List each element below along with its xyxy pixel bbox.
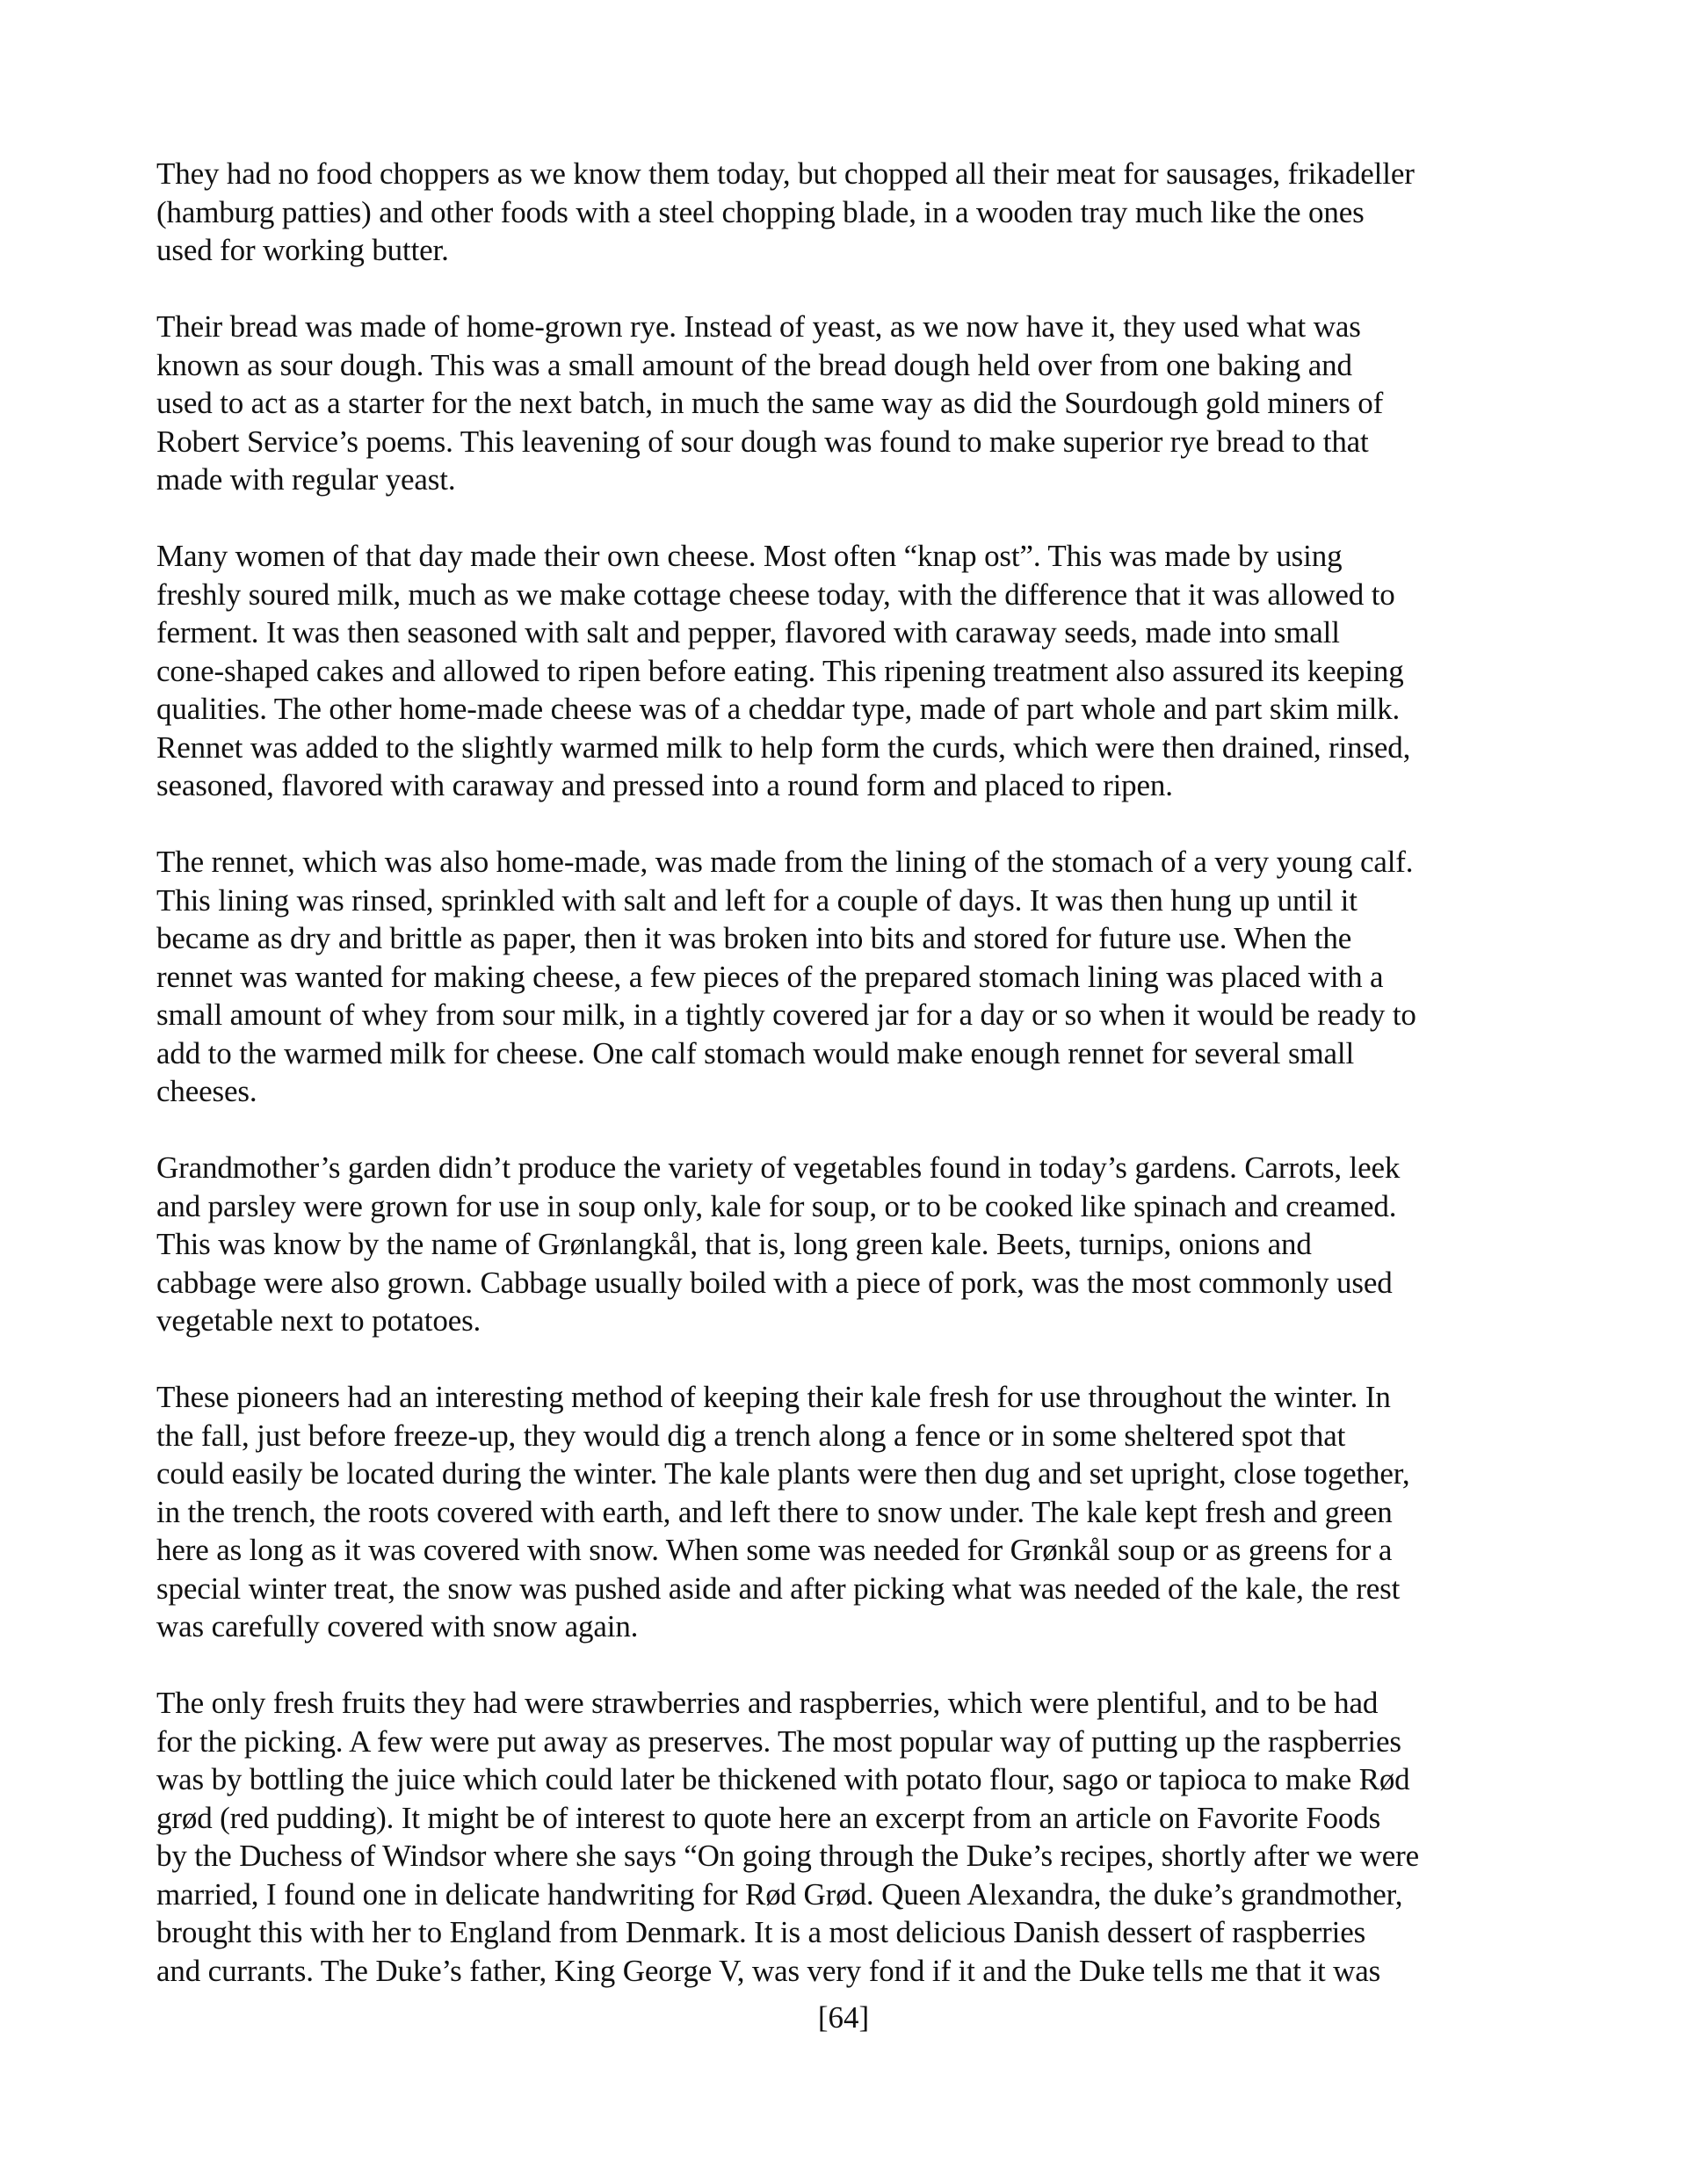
paragraph-fruits: The only fresh fruits they had were strawberries and raspberries, which were plentiful, and to be had for the picking. A few were put away as preserves. The most popular way of putting up the raspberries was by bottling the juice which could later be thickened with potato flour, sago or tapioca to make Rød grød (red pudding). It might be of interest to quote here an excerpt from an article on Favorite Foods by the Duchess of Windsor where she says “On going through the Duke’s recipes, shortly after we were married, I found one in delicate handwriting for Rød Grød. Queen Alexandra, the duke’s grandmother, brought this with her to England from Denmark. It is a most delicious Danish dessert of raspberries and currants. The Duke’s father, King George V, was very fond if it and the Duke tells me that it was [156, 1686, 1420, 1988]
page-number: [64] [817, 2000, 870, 2035]
paragraph-kale-storage: These pioneers had an interesting method of keeping their kale fresh for use throughout the winter. In the fall, just before freeze-up, they would dig a trench along a fence or in some sheltered spot that could easily be located during the winter. The kale plants were then dug and set upright, close together, in the trench, the roots covered with earth, and left there to snow under. The kale kept fresh and green here as long as it was covered with snow. When some was needed for Grønkål soup or as greens for a special winter treat, the snow was pushed aside and after picking what was needed of the kale, the rest was carefully covered with snow again. [156, 1380, 1410, 1643]
body-text [156, 155, 1545, 2028]
paragraph-rye-bread: Their bread was made of home-grown rye. Instead of yeast, as we now have it, they used what was known as sour dough. This was a small amount of the bread dough held over from one baking and used to act as a starter for the next batch, in much the same way as did the Sourdough gold miners of Robert Service’s poems. This leavening of sour dough was found to make superior rye bread to that made with regular yeast. [156, 309, 1384, 497]
paragraph-rennet: The rennet, which was also home-made, was made from the lining of the stomach of a very young calf. This lining was rinsed, sprinkled with salt and left for a couple of days. It was then hung up until it became as dry and brittle as paper, then it was broken into bits and stored for future use. When the rennet was wanted for making cheese, a few pieces of the prepared stomach lining was placed with a small amount of whey from sour milk, in a tightly covered jar for a day or so when it would be ready to add to the warmed milk for cheese. One calf stomach would make enough rennet for several small cheeses. [156, 845, 1416, 1108]
paragraph-food-choppers: They had no food choppers as we know them today, but chopped all their meat for sausages, frikadeller (hamburg patties) and other foods with a steel chopping blade, in a wooden tray much like the ones used for working butter. [156, 156, 1415, 267]
paragraph-garden: Grandmother’s garden didn’t produce the variety of vegetables found in today’s gardens. Carrots, leek and parsley were grown for use in soup only, kale for soup, or to be cooked like spinach and creamed. This was know by the name of Grønlangkål, that is, long green kale. Beets, turnips, onions and cabbage were also grown. Cabbage usually boiled with a piece of pork, was the most commonly used vegetable next to potatoes. [156, 1150, 1401, 1338]
paragraph-cheese: Many women of that day made their own cheese. Most often “knap ost”. This was made by using freshly soured milk, much as we make cottage cheese today, with the difference that it was allowed to ferment. It was then seasoned with salt and pepper, flavored with caraway seeds, made into small cone-shaped cakes and allowed to ripen before eating. This ripening treatment also assured its keeping qualities. The other home-made cheese was of a cheddar type, made of part whole and part skim milk. Rennet was added to the slightly warmed milk to help form the curds, which were then drained, rinsed, seasoned, flavored with caraway and pressed into a round form and placed to ripen. [156, 539, 1411, 802]
